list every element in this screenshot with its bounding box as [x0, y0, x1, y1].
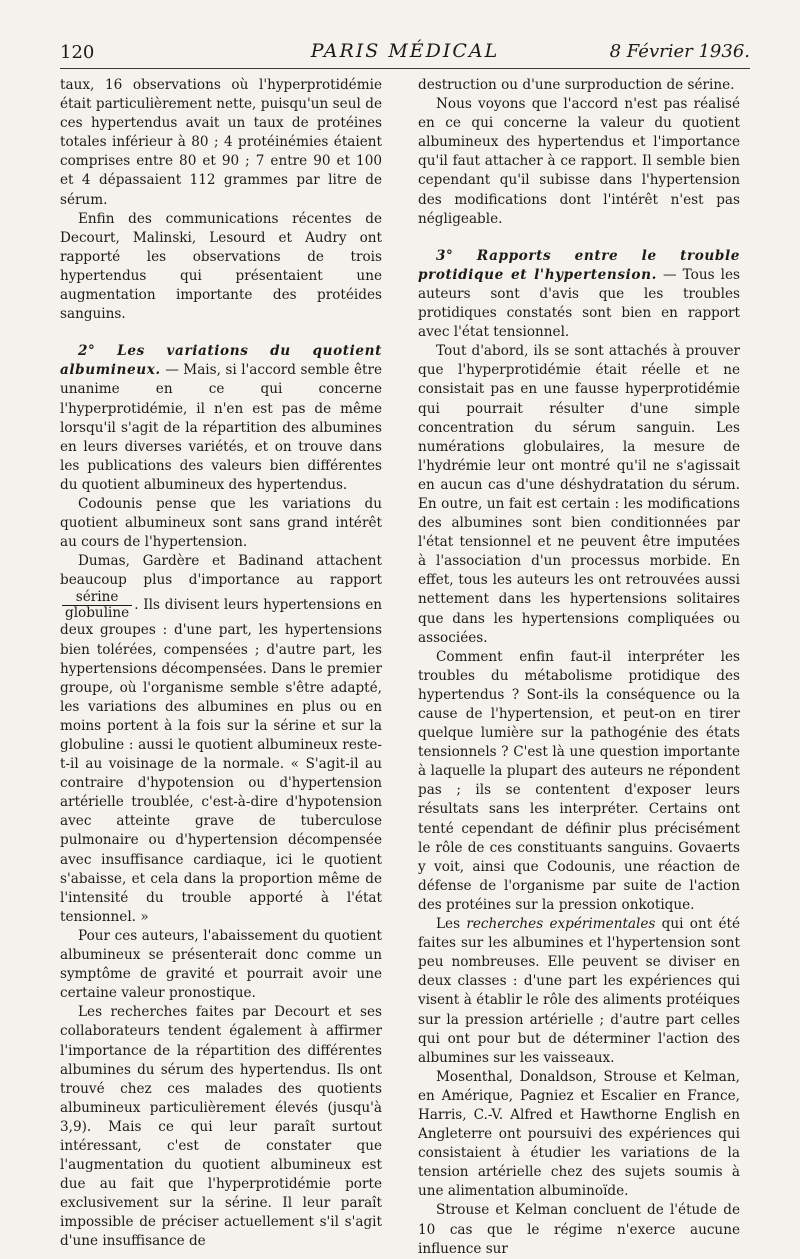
section-heading: 2° Les variations du quotient albumineux.	[60, 343, 382, 379]
paragraph-lead: Les	[436, 916, 467, 933]
formula-numerator: sérine	[75, 589, 119, 606]
issue-date: 8 Février 1936.	[609, 41, 750, 62]
paragraph-tail: qui ont été faites sur les albumines et l'hypertension sont peu nombreuses. Elle peuvent se diviser en deux classes : d'une part les expériences qui visent à établir le rôle des aliments protéiques sur la pression artérielle ; d'autre part celles qui ont pour but de déterminer l'action des albumines sur les vaisseaux.	[418, 916, 741, 1066]
paragraph-with-formula	[60, 552, 382, 927]
paragraph: Comment enfin faut-il interpréter les troubles du métabolisme protidique des hypertendus ? Sont-ils la conséquence ou la cause de l'hypertension, et peut-on en tirer quelque lumière sur la pathogénie des états tensionnels ? C'est là une question importante à laquelle la plupart des auteurs ne répondent pas ; ils se contentent d'exposer leurs résultats sans les interpréter. Certains ont tenté cependant de définir plus précisément le rôle de ces constituants sanguins. Govaerts y voit, ainsi que Codounis, une réaction de défense de l'organisme par suite de l'action des protéines sur la pression onkotique.	[418, 648, 740, 913]
paragraph: Tout d'abord, ils se sont attachés à prouver que l'hyperprotidémie était réelle et ne consistait pas en une fausse hyperprotidémie qui pourrait résulter d'une simple concentration du sérum sanguin. Les numérations globulaires, la mesure de l'hydrémie leur ont montré qu'il ne s'agissait en aucun cas d'une déshydratation du sérum. En outre, un fait est certain : les modifications des albumines sont bien conditionnées par l'état tensionnel et ne peuvent être imputées à l'association d'un processus morbide. En effet, tous les auteurs les ont retrouvées aussi nettement dans les hypertensions solitaires que dans les hypertensions compliquées ou associées.	[418, 343, 740, 646]
right-column	[418, 76, 740, 1259]
section-text: — Mais, si l'accord semble être unanime en ce qui concerne l'hyperprotidémie, il n'en est pas de même lorsqu'il s'agit de la répartition des albumines en leurs diverses variétés, et on trouve dans les publications des valeurs bien différentes du quotient albumineux des hypertendus.	[60, 362, 382, 493]
paragraph: Les recherches faites par Decourt et ses collaborateurs tendent également à affirmer l'importance de la répartition des différentes albumines du sérum des hypertendus. Ils ont trouvé chez ces malades des quotients albumineux particulièrement élevés (jusqu'à 3,9). Mais ce qui leur paraît surtout intéressant, c'est de constater que l'augmentation du quotient albumineux est due au fait que l'hyperprotidémie porte exclusivement sur la sérine. Il leur paraît impossible de préciser actuellement s'il s'agit d'une insuffisance de	[60, 1004, 382, 1250]
paragraph: taux, 16 observations où l'hyperprotidémie était particulièrement nette, puisqu'un seul de ces hypertendus avait un taux de protéines totales inférieur à 80 ; 4 protéinémies étaient comprises entre 80 et 90 ; 7 entre 90 et 100 et 4 dépassaient 112 grammes par litre de sérum.	[60, 77, 382, 208]
page-number: 120	[60, 42, 95, 63]
paragraph: Mosenthal, Donaldson, Strouse et Kelman, en Amérique, Pagniez et Escalier en France, Harris, C.-V. Alfred et Hawthorne English en Angleterre ont poursuivi des expériences qui consistaient à étudier les variations de la tension artérielle chez des sujets soumis à une alimentation albuminoïde.	[418, 1068, 740, 1200]
paragraph: Enfin des communications récentes de Decourt, Malinski, Lesourd et Audry ont rapporté les observations de trois hypertendus qui présentaient une augmentation importante des protéides sanguins.	[60, 210, 382, 323]
section-paragraph	[60, 342, 382, 495]
formula-tail-text: . Ils divisent leurs hypertensions en deux groupes : d'une part, les hypertensions bien tolérées, compensées ; d'autre part, les hypertensions décompensées. Dans le premier groupe, où l'organisme semble s'être adapté, les variations des albumines en plus ou en moins portent à la fois sur la sérine et sur la globuline : aussi le quotient albumineux reste-t-il au voisinage de la normale. « S'agit-il au contraire d'hypotension ou d'hypertension artérielle troublée, c'est-à-dire d'hypotension avec atteinte grave de tuberculose pulmonaire ou d'hypertension décompensée avec insuffisance cardiaque, ici le quotient s'abaisse, et cela dans la proportion même de l'intensité du trouble apporté à l'état tensionnel. »	[60, 597, 382, 925]
section-text: — Tous les auteurs sont d'avis que les troubles protidiques constatés sont bien en rapport avec l'état tensionnel.	[418, 266, 740, 341]
paragraph: Nous voyons que l'accord n'est pas réalisé en ce qui concerne la valeur du quotient albumineux des hypertendus et l'importance qu'il faut attacher à ce rapport. Il semble bien cependant qu'il subisse dans l'hypertension des modifications dont l'intérêt n'est pas négligeable.	[418, 96, 740, 227]
left-column	[60, 76, 382, 1252]
section-paragraph	[418, 247, 740, 342]
paragraph: Strouse et Kelman concluent de l'étude de 10 cas que le régime n'exerce aucune influence sur	[418, 1202, 740, 1257]
paragraph	[418, 915, 740, 1068]
journal-title: PARIS MÉDICAL	[310, 40, 500, 62]
ratio-formula	[62, 590, 132, 621]
section-heading: 3° Rapports entre le trouble protidique et l'hypertension.	[418, 247, 740, 283]
formula-lead-text: Dumas, Gardère et Badinand attachent beaucoup plus d'importance au rapport	[60, 553, 382, 589]
paragraph: Codounis pense que les variations du quotient albumineux sont sans grand intérêt au cours de l'hypertension.	[60, 495, 382, 551]
paragraph: Pour ces auteurs, l'abaissement du quotient albumineux se présenterait donc comme un symptôme de gravité et pourrait avoir une certaine valeur pronostique.	[60, 927, 382, 1002]
emphasis-text: recherches expérimentales	[466, 916, 656, 933]
formula-denominator: globuline	[62, 605, 132, 621]
paragraph: destruction ou d'une surproduction de sérine.	[418, 77, 735, 93]
page-header	[60, 40, 750, 69]
